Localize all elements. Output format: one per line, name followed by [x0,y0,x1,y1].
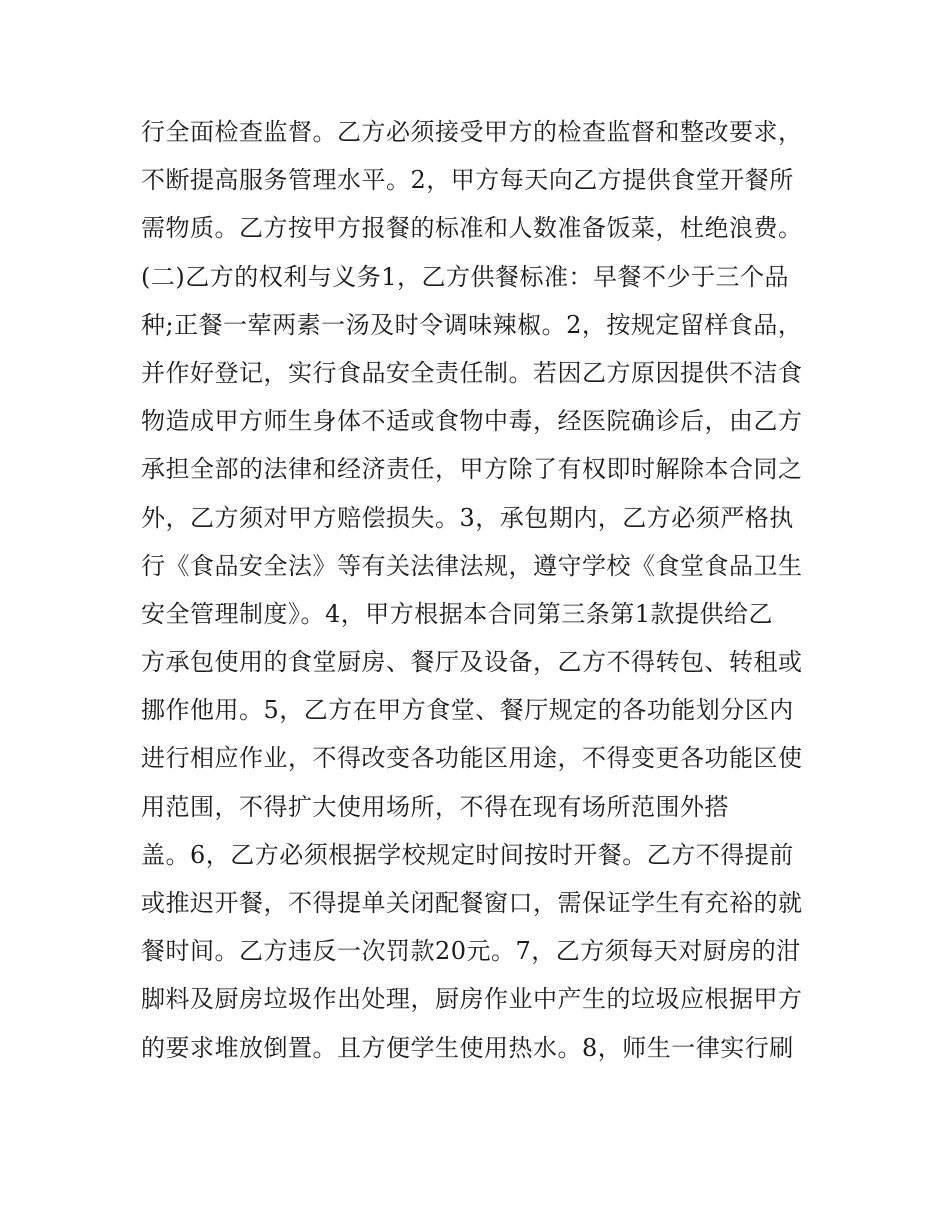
text-line: 盖。6，乙方必须根据学校规定时间按时开餐。乙方不得提前 [141,840,794,869]
text-line: 种;正餐一荤两素一汤及时令调味辣椒。2，按规定留样食品， [141,310,803,339]
text-line: 进行相应作业，不得改变各功能区用途，不得变更各功能区使 [141,744,803,773]
body-text [141,108,821,1072]
text-line: 物造成甲方师生身体不适或食物中毒，经医院确诊后，由乙方 [141,407,803,436]
text-line: 不断提高服务管理水平。2，甲方每天向乙方提供食堂开餐所 [141,166,794,195]
text-line: 安全管理制度》。4，甲方根据本合同第三条第1款提供给乙 [141,599,774,628]
text-line: 需物质。乙方按甲方报餐的标准和人数准备饭菜，杜绝浪费。 [141,214,803,243]
text-line: 承担全部的法律和经济责任，甲方除了有权即时解除本合同之 [141,455,803,484]
text-line: 挪作他用。5，乙方在甲方食堂、餐厅规定的各功能划分区内 [141,696,794,725]
text-line: 外，乙方须对甲方赔偿损失。3，承包期内，乙方必须严格执 [141,503,794,532]
text-line: 餐时间。乙方违反一次罚款20元。7，乙方须每天对厨房的泔 [141,937,801,966]
text-line: 行《食品安全法》等有关法律法规，遵守学校《食堂食品卫生 [141,551,803,580]
text-line: (二)乙方的权利与义务1，乙方供餐标准：早餐不少于三个品 [141,262,789,291]
text-line: 并作好登记，实行食品安全责任制。若因乙方原因提供不洁食 [141,358,803,387]
text-line: 脚料及厨房垃圾作出处理，厨房作业中产生的垃圾应根据甲方 [141,985,803,1014]
text-line: 的要求堆放倒置。且方便学生使用热水。8，师生一律实行刷 [141,1033,794,1062]
text-line: 行全面检查监督。乙方必须接受甲方的检查监督和整改要求， [141,118,803,146]
text-line: 用范围，不得扩大使用场所，不得在现有场所范围外搭 [141,792,729,821]
text-line: 方承包使用的食堂厨房、餐厅及设备，乙方不得转包、转租或 [141,648,803,677]
text-line: 或推迟开餐，不得提单关闭配餐窗口，需保证学生有充裕的就 [141,889,803,917]
